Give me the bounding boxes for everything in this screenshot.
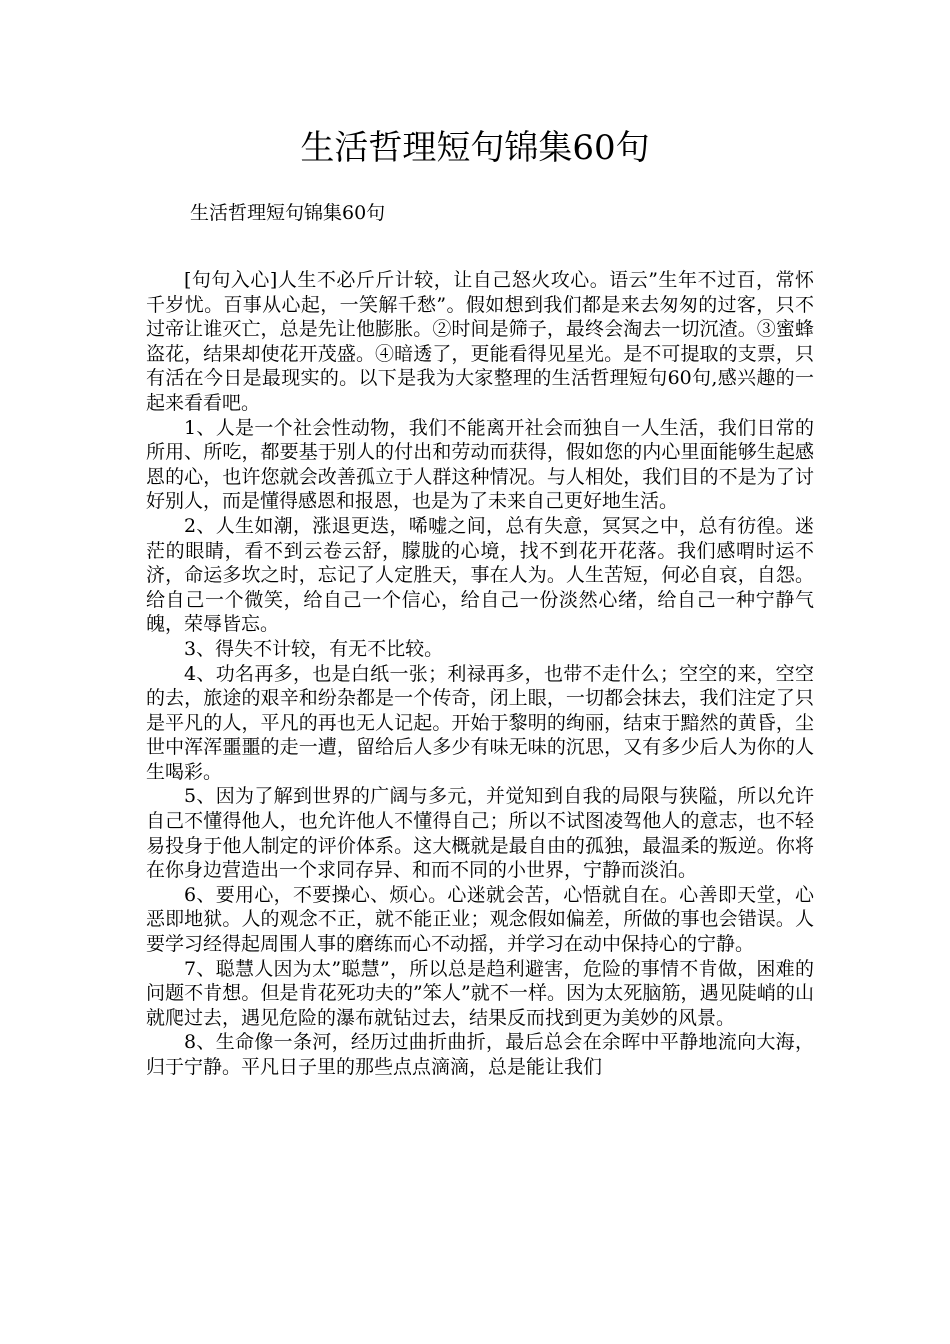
paragraph-item-8: 8、生命像一条河，经历过曲折曲折，最后总会在余晖中平静地流向大海，归于宁静。平凡日子里的那些点点滴滴，总是能让我们	[146, 1031, 814, 1078]
paragraph-item-5: 5、因为了解到世界的广阔与多元，并觉知到自我的局限与狭隘，所以允许自己不懂得他人，也允许他人不懂得自己；所以不试图凌驾他人的意志，也不轻易投身于他人制定的评价体系。这大概就是最自由的孤独，最温柔的叛逆。你将在你身边营造出一个求同存异、和而不同的小世界，宁静而淡泊。	[146, 785, 814, 882]
paragraph-item-3: 3、得失不计较，有无不比较。	[184, 637, 444, 660]
paragraph-item-6: 6、要用心，不要操心、烦心。心迷就会苦，心悟就自在。心善即天堂，心恶即地狱。人的观念不正，就不能正业；观念假如偏差，所做的事也会错误。人要学习经得起周围人事的磨练而心不动摇，并学习在动中保持心的宁静。	[146, 883, 814, 956]
paragraph-item-2: 2、人生如潮，涨退更迭，唏嘘之间，总有失意，冥冥之中，总有彷徨。迷茫的眼睛，看不到云卷云舒，朦胧的心境，找不到花开花落。我们感喟时运不济，命运多坎之时，忘记了人定胜天，事在人为。人生苦短，何必自哀，自怨。给自己一个微笑，给自己一个信心，给自己一份淡然心绪，给自己一种宁静气魄，荣辱皆忘。	[146, 514, 814, 636]
document-title: 生活哲理短句锦集60句	[300, 128, 650, 168]
paragraph-item-1: 1、人是一个社会性动物，我们不能离开社会而独自一人生活，我们日常的所用、所吃，都要基于别人的付出和劳动而获得，假如您的内心里面能够生起感恩的心，也许您就会改善孤立于人群这种情况。与人相处，我们目的不是为了讨好别人，而是懂得感恩和报恩，也是为了未来自己更好地生活。	[146, 416, 814, 513]
intro-paragraph: [句句入心]人生不必斤斤计较，让自己怒火攻心。语云”生年不过百，常怀千岁忧。百事从心起，一笑解千愁”。假如想到我们都是来去匆匆的过客，只不过帝让谁灭亡，总是先让他膨胀。②时间是筛子，最终会淘去一切沉渣。③蜜蜂盗花，结果却使花开茂盛。④暗透了，更能看得见星光。是不可提取的支票，只有活在今日是最现实的。以下是我为大家整理的生活哲理短句60句,感兴趣的一起来看看吧。	[146, 269, 814, 414]
paragraph-item-4: 4、功名再多，也是白纸一张；利禄再多，也带不走什么；空空的来，空空的去，旅途的艰辛和纷杂都是一个传奇，闭上眼，一切都会抹去，我们注定了只是平凡的人，平凡的再也无人记起。开始于黎明的绚丽，结束于黯然的黄昏，尘世中浑浑噩噩的走一遭，留给后人多少有味无味的沉思，又有多少后人为你的人生喝彩。	[146, 662, 814, 783]
document-body	[146, 268, 814, 1080]
document-subtitle: 生活哲理短句锦集60句	[190, 202, 386, 224]
paragraph-item-7: 7、聪慧人因为太”聪慧”，所以总是趋利避害，危险的事情不肯做，困难的问题不肯想。但是肯花死功夫的”笨人”就不一样。因为太死脑筋，遇见陡峭的山就爬过去，遇见危险的瀑布就钻过去，结果反而找到更为美妙的风景。	[146, 957, 814, 1029]
